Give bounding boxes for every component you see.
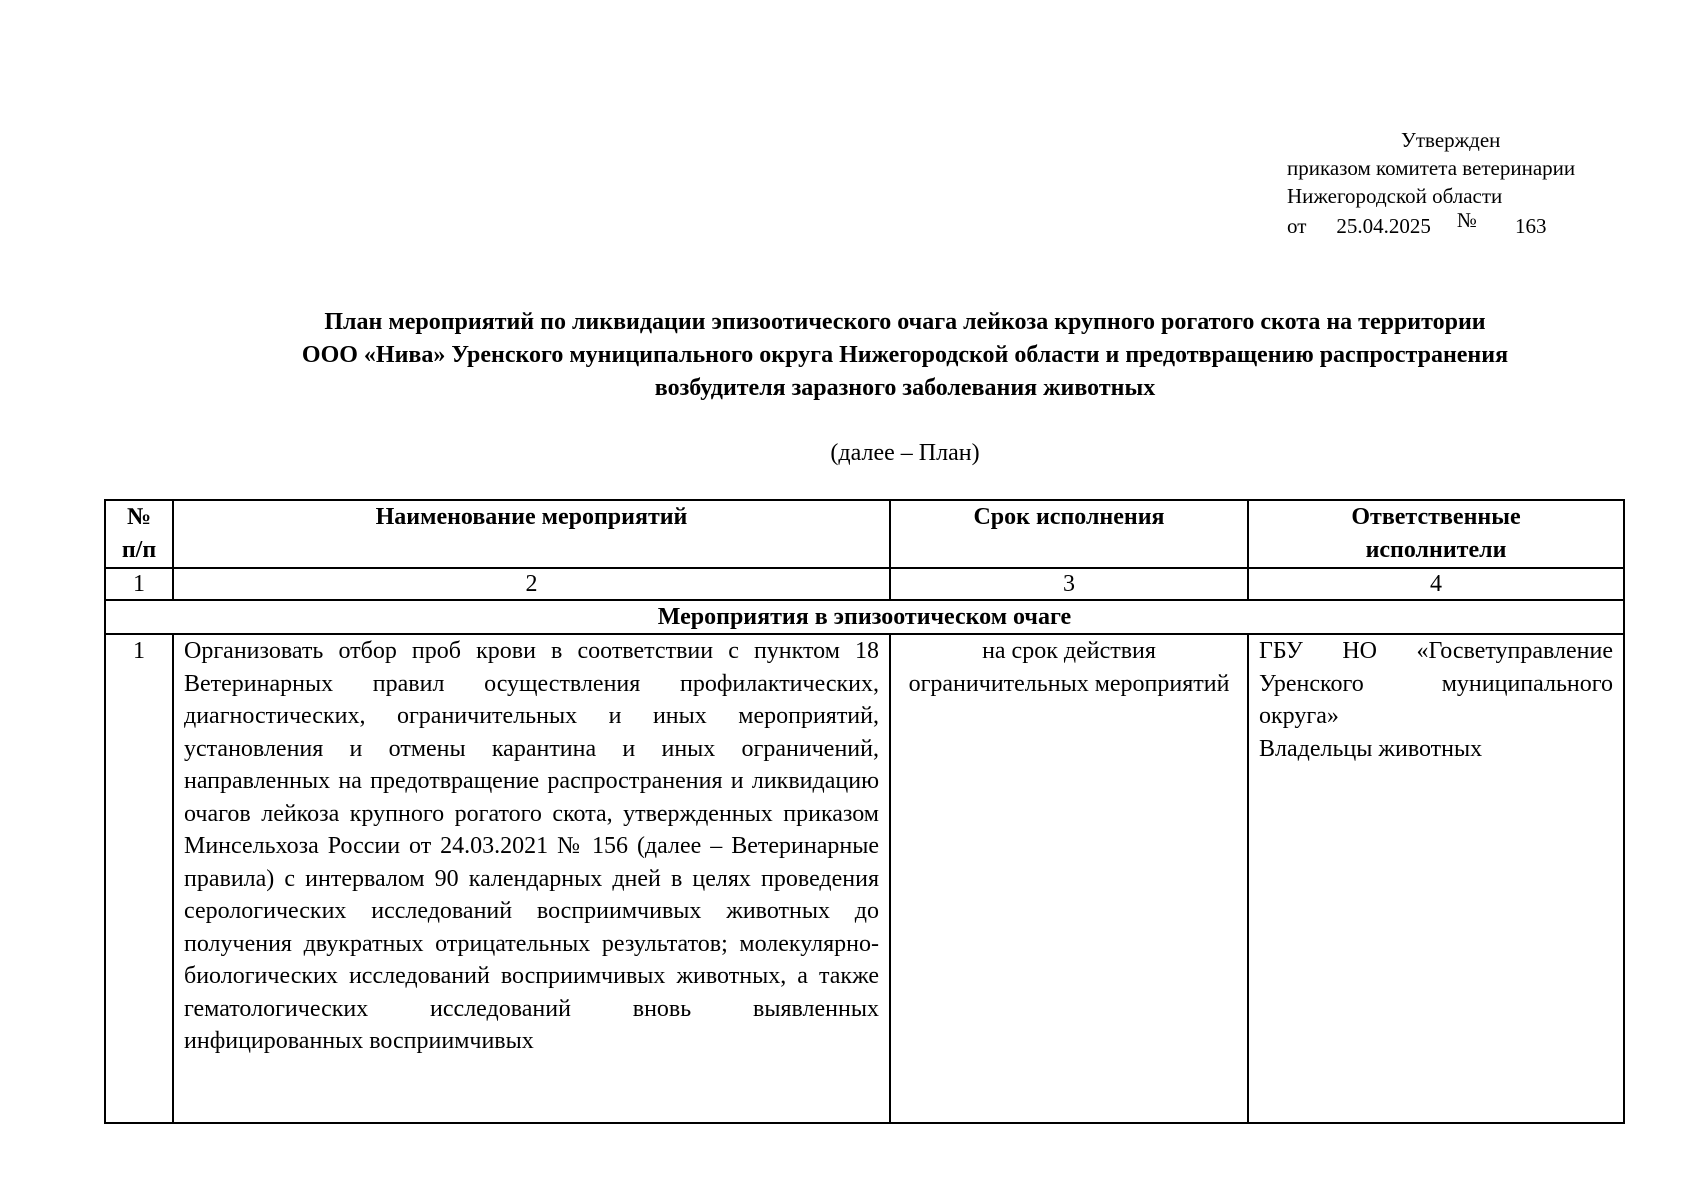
plan-table bbox=[104, 499, 1625, 1124]
row-responsible bbox=[1248, 634, 1624, 1123]
approval-from-label: от bbox=[1287, 214, 1307, 238]
section-row bbox=[105, 600, 1624, 634]
row-responsible-line-1: ГБУ НО «Госветуправление Уренского муниципального округа» bbox=[1259, 638, 1613, 729]
column-numbers-row bbox=[105, 568, 1624, 600]
header-name: Наименование мероприятий bbox=[173, 500, 890, 568]
approval-date: 25.04.2025 bbox=[1336, 214, 1431, 238]
table-header-row bbox=[105, 500, 1624, 568]
row-index: 1 bbox=[105, 634, 173, 1123]
column-number: 2 bbox=[173, 568, 890, 600]
header-number-line-2: п/п bbox=[121, 537, 157, 563]
column-number: 3 bbox=[890, 568, 1248, 600]
approval-order-line: приказом комитета ветеринарии bbox=[1287, 156, 1576, 180]
header-number-line-1: № bbox=[126, 504, 152, 530]
section-title: Мероприятия в эпизоотическом очаге bbox=[105, 600, 1624, 634]
approval-region-line: Нижегородской области bbox=[1287, 184, 1503, 208]
row-responsible-line-2: Владельцы животных bbox=[1259, 735, 1483, 762]
column-number: 4 bbox=[1248, 568, 1624, 600]
title-line-3: возбудителя заразного заболевания животных bbox=[654, 375, 1156, 401]
approval-number: 163 bbox=[1514, 214, 1547, 238]
title-line-2: ООО «Нива» Уренского муниципального округа Нижегородской области и предотвращению распространения bbox=[301, 342, 1509, 368]
title-line-1: План мероприятий по ликвидации эпизоотического очага лейкоза крупного рогатого скота на территории bbox=[324, 309, 1486, 335]
header-term: Срок исполнения bbox=[890, 500, 1248, 568]
header-number bbox=[105, 500, 173, 568]
document-subtitle: (далее – План) bbox=[830, 440, 980, 466]
approval-approved: Утвержден bbox=[1401, 128, 1501, 152]
document-title bbox=[220, 306, 1590, 405]
header-responsible-line-2: исполнители bbox=[1365, 537, 1507, 563]
approval-block bbox=[1287, 126, 1575, 240]
row-description bbox=[173, 634, 890, 1123]
header-responsible-line-1: Ответственные bbox=[1351, 504, 1521, 530]
row-term: на срок действия ограничительных мероприятий bbox=[890, 634, 1248, 1123]
table-row bbox=[105, 634, 1624, 1123]
column-number: 1 bbox=[105, 568, 173, 600]
header-responsible bbox=[1248, 500, 1624, 568]
approval-date-line bbox=[1287, 208, 1575, 240]
approval-number-sign: № bbox=[1456, 208, 1477, 232]
row-description-text: Организовать отбор проб крови в соответствии с пунктом 18 Ветеринарных правил осуществления профилактических, диагностических, ограничительных и иных мероприятий, установления и отмены карантина и иных ограничений, направленных на предотвращение распространения и ликвидацию очагов лейкоза крупного рогатого скота, утвержденных приказом Минсельхоза России от 24.03.2021 № 156 (далее – Ветеринарные правила) с интервалом 90 календарных дней в целях проведения серологических исследований восприимчивых животных до получения двукратных отрицательных результатов; молекулярно-биологических исследований восприимчивых животных, а также гематологических исследований вновь выявленных инфицированных восприимчивых bbox=[184, 638, 879, 1054]
